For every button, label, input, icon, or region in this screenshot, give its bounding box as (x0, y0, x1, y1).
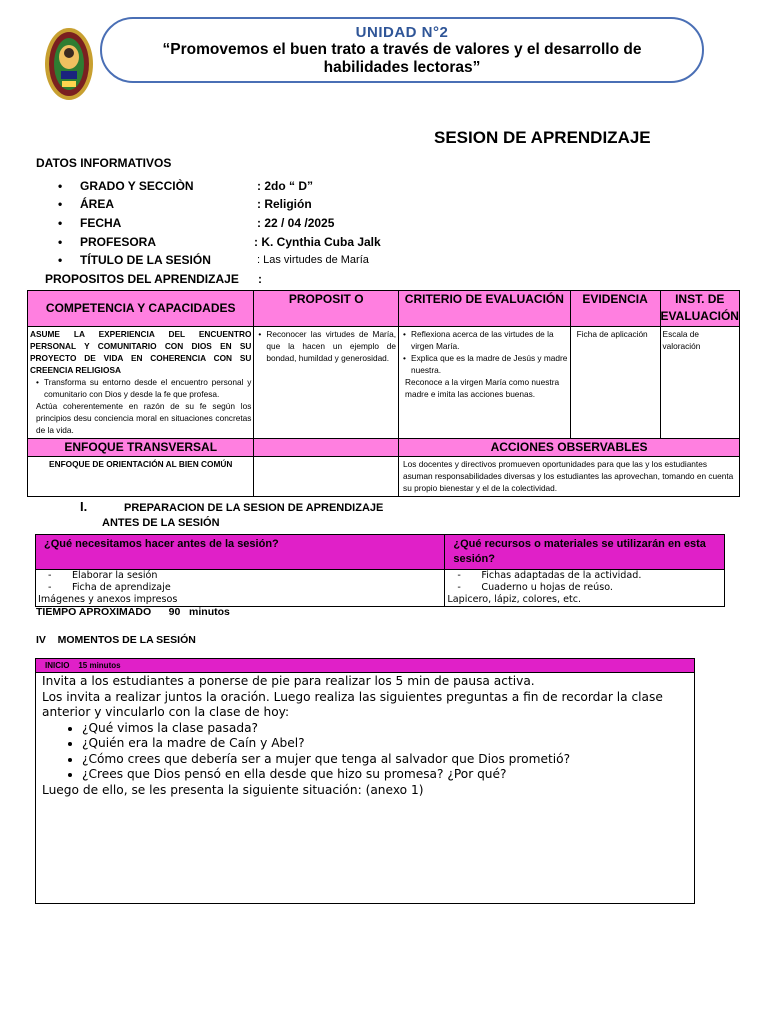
inicio-section (35, 658, 695, 904)
header-proposito: PROPOSIT O (254, 291, 399, 327)
datos-value: : K. Cynthia Cuba Jalk (254, 235, 381, 249)
prep-col1-body (36, 570, 445, 607)
header-evidencia: EVIDENCIA (570, 291, 660, 327)
datos-row: • PROFESORA (58, 235, 157, 249)
inicio-label: INICIO 15 minutos (36, 659, 694, 673)
datos-value: : Las virtudes de María (257, 254, 369, 266)
competencia-cell (28, 327, 254, 439)
competencia-title: ASUME LA EXPERIENCIA DEL ENCUENTRO PERSONAL Y COMUNITARIO CON DIOS EN SU PROYECTO DE VIDA EN COHERENCIA CON SU CREENCIA RELIGIOSA (30, 329, 252, 375)
list-item-extra: Lapicero, lápiz, colores, etc. (447, 594, 582, 605)
datos-label: PROFESORA (80, 235, 157, 249)
inicio-paragraph: Luego de ello, se les presenta la siguiente situación: (anexo 1) (42, 782, 424, 797)
prep-col1-header: ¿Qué necesitamos hacer antes de la sesión? (36, 535, 445, 570)
enfoque-header-blank (254, 439, 399, 457)
antes-heading: ANTES DE LA SESIÓN (102, 517, 220, 529)
criterio-item: • Explica que es la madre de Jesús y madre nuestra. (411, 352, 568, 376)
list-item: - Elaborar la sesión (48, 570, 158, 581)
list-item-extra: Imágenes y anexos impresos (38, 594, 178, 605)
session-title: SESION DE APRENDIZAJE (434, 128, 651, 147)
pregunta-item: • ¿Quién era la madre de Caín y Abel? (82, 736, 688, 752)
propositos-colon: : (258, 272, 262, 286)
prep-col2-header: ¿Qué recursos o materiales se utilizarán en esta sesión? (445, 535, 725, 570)
pregunta-item: • ¿Cómo crees que debería ser a mujer que tenga al salvador que Dios prometió? (82, 752, 688, 768)
inicio-paragraph: Los invita a realizar juntos la oración. Luego realiza las siguientes preguntas a fin de recordar la clase anterior y vincularlo con la clase de hoy: (42, 689, 663, 719)
tiempo-aproximado: TIEMPO APROXIMADO 90 minutos (36, 606, 230, 618)
school-crest-logo (44, 27, 94, 101)
preparacion-title: PREPARACION DE LA SESION DE APRENDIZAJE (124, 502, 384, 514)
proposito-text: • Reconocer las virtudes de María, que la hacen un ejemplo de bondad, humildad y generosidad. (266, 328, 396, 364)
datos-row: • TÍTULO DE LA SESIÓN (58, 253, 211, 267)
datos-heading: DATOS INFORMATIVOS (36, 156, 172, 170)
list-item: - Fichas adaptadas de la actividad. (457, 570, 642, 581)
criterio-extra: Reconoce a la virgen María como nuestra madre e imita las acciones buenas. (405, 377, 560, 399)
datos-row: • ÁREA (58, 197, 115, 211)
datos-label: FECHA (80, 216, 122, 230)
enfoque-blank-cell (254, 457, 399, 497)
datos-row: • FECHA (58, 216, 122, 230)
capacidad-item: • Transforma su entorno desde el encuentro personal y comunitario con Dios y desde la fe que profesa. (44, 376, 251, 400)
instrumento-cell: Escala de valoración (660, 327, 739, 439)
inicio-text (36, 673, 694, 799)
inicio-paragraph: Invita a los estudiantes a ponerse de pie para realizar los 5 min de pausa activa. (42, 674, 535, 688)
list-item-text: Cuaderno u hojas de reúso. (481, 582, 613, 593)
proposito-cell (254, 327, 399, 439)
header-criterio: CRITERIO DE EVALUACIÓN (399, 291, 571, 327)
datos-label: GRADO Y SECCIÒN (80, 179, 194, 193)
unit-banner (100, 17, 704, 83)
competencias-table (27, 290, 740, 497)
datos-row: • GRADO Y SECCIÒN (58, 179, 194, 193)
unit-title: UNIDAD N°2 (355, 24, 449, 41)
preparacion-number: I. (80, 499, 88, 514)
list-item-text: Ficha de aprendizaje (72, 582, 171, 593)
capacidad-item: Actúa coherentemente en razón de su fe según los principios desu conciencia moral en situaciones concretas de la vida. (36, 401, 252, 435)
propositos-label: PROPOSITOS DEL APRENDIZAJE (45, 272, 239, 286)
acciones-header: ACCIONES OBSERVABLES (399, 439, 740, 457)
list-item: - Ficha de aprendizaje (48, 582, 171, 593)
enfoque-cell: ENFOQUE DE ORIENTACIÓN AL BIEN COMÚN (28, 457, 254, 497)
enfoque-header: ENFOQUE TRANSVERSAL (28, 439, 254, 457)
datos-label: TÍTULO DE LA SESIÓN (80, 253, 211, 267)
list-item-text: Elaborar la sesión (72, 570, 158, 581)
criterio-item: • Reflexiona acerca de las virtudes de la virgen María. (411, 328, 568, 352)
pregunta-item: • ¿Crees que Dios pensó en ella desde que hizo su promesa? ¿Por qué? (82, 767, 688, 783)
pregunta-item: • ¿Qué vimos la clase pasada? (82, 721, 688, 737)
unit-theme: “Promovemos el buen trato a través de valores y el desarrollo de habilidades lectoras” (162, 41, 642, 76)
datos-label: ÁREA (80, 197, 115, 211)
list-item: - Cuaderno u hojas de reúso. (457, 582, 613, 593)
prep-col2-body (445, 570, 725, 607)
datos-value: : 22 / 04 /2025 (257, 216, 335, 230)
header-competencia: COMPETENCIA Y CAPACIDADES (28, 291, 254, 327)
evidencia-cell: Ficha de aplicación (570, 327, 660, 439)
acciones-cell: Los docentes y directivos promueven oportunidades para que las y los estudiantes asuman responsabilidades diversas y los estudiantes las aprovechan, tomando en cuenta su propio bienestar y el de la colectividad. (399, 457, 740, 497)
criterio-cell (399, 327, 571, 439)
preparacion-table (35, 534, 725, 607)
list-item-text: Fichas adaptadas de la actividad. (481, 570, 642, 581)
header-instrumento: INST. DE EVALUACIÓN (660, 291, 739, 327)
datos-value: : 2do “ D” (257, 179, 313, 193)
datos-value: : Religión (257, 197, 312, 211)
preguntas-list (42, 721, 688, 783)
momentos-heading: IV MOMENTOS DE LA SESIÓN (36, 634, 196, 646)
preparacion-heading (80, 499, 383, 514)
